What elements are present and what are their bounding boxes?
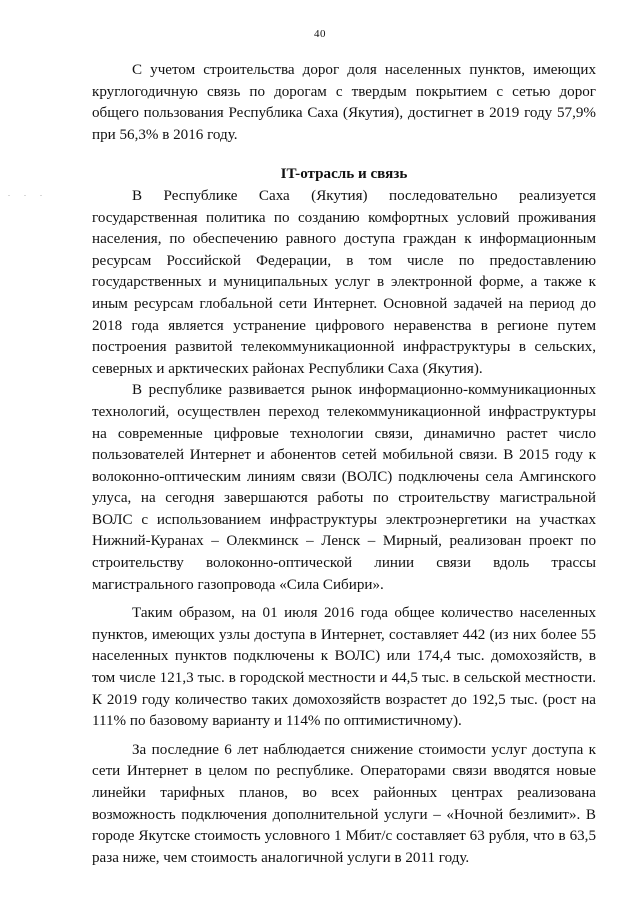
page-number: 40: [314, 28, 326, 40]
paragraph-gap: [92, 596, 596, 603]
section-heading: IT-отрасль и связь: [280, 166, 408, 183]
document-body: [92, 60, 596, 869]
paragraph-internet-access: Таким образом, на 01 июля 2016 года общее количество населенных пунктов, имеющих узлы доступа в Интернет, составляет 442 (из них более 55 населенных пунктов подключены к ВОЛС) или 174,4 тыс. домохозяйств, в том числе 121,3 тыс. в городской местности и 44,5 тыс. в сельской местности. К 2019 году количество таких домохозяйств возрастет до 192,5 тыс. (рост на 111% по базовому варианту и 114% по оптимистичному).: [92, 605, 596, 730]
paragraph-ict-market: В республике развивается рынок информационно-коммуникационных технологий, осуществлен переход телекоммуникационной инфраструктуры на современные цифровые технологии связи, динамично растет число пользователей Интернет и абонентов сетей мобильной связи. В 2015 году к волоконно-оптическим линиям связи (ВОЛС) подключены села Амгинского улуса, на сегодня завершаются работы по строительству магистральной ВОЛС с использованием инфраструктуры электроэнергетики на участках Нижний-Куранах – Олекминск – Ленск – Мирный, реализован проект по строительству волоконно-оптической линии связи вдоль трассы магистрального газопровода «Сила Сибири».: [92, 382, 596, 593]
intro-paragraph: С учетом строительства дорог доля населенных пунктов, имеющих круглогодичную связь по дорогам с твердым покрытием с сетью дорог общего пользования Республика Саха (Якутия), достигнет в 2019 году 57,9% при 56,3% в 2016 году.: [92, 62, 596, 143]
paragraph-state-policy: В Республике Саха (Якутия) последовательно реализуется государственная политика по созданию комфортных условий проживания населения, по обеспечению равного доступа граждан к информационным ресурсам Российской Федерации, в том числе по предоставлению государственных и муниципальных услуг в электронной форме, а также к иным ресурсам глобальной сети Интернет. Основной задачей на период до 2018 года является устранение цифрового неравенства в регионе путем построения развитой телекоммуникационной инфраструктуры в сельских, северных и арктических районах Республики Саха (Якутия).: [92, 187, 596, 377]
paragraph-gap: [92, 733, 596, 740]
paragraph-internet-cost: За последние 6 лет наблюдается снижение стоимости услуг доступа к сети Интернет в целом по республике. Операторами связи вводятся новые линейки тарифных планов, во всех районных центрах реализована возможность подключения дополнительной услуги – «Ночной безлимит». В городе Якутске стоимость условного 1 Мбит/с составляет 63 рубля, что в 63,5 раза ниже, чем стоимость аналогичной услуги в 2011 году.: [92, 741, 596, 866]
margin-mark: . . .: [8, 189, 48, 198]
